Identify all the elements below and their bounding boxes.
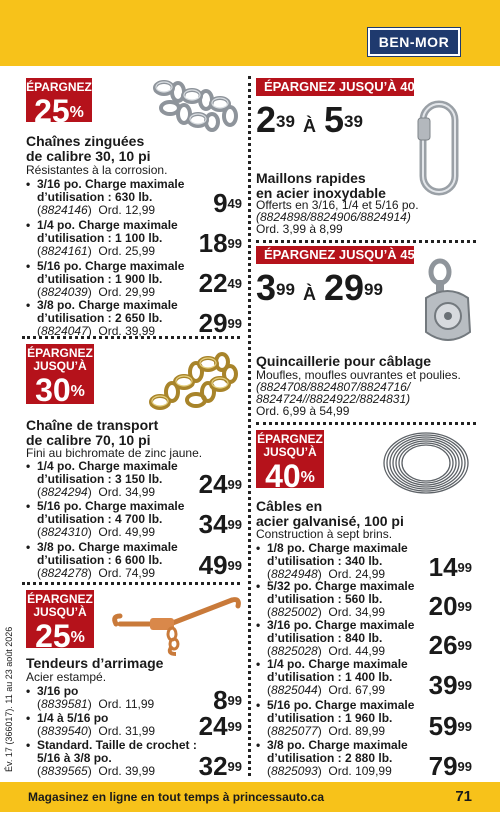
badge-label: JUSQU’À — [33, 605, 87, 619]
price-cents: 99 — [457, 759, 472, 774]
bullet: • — [256, 541, 261, 555]
bullet: • — [26, 499, 31, 513]
badge-percent: 25 — [34, 93, 70, 129]
price-cents: 99 — [457, 560, 472, 575]
list-item: • 5/16 po. Charge maximale d’utilisation : 1 960 lb. (8825077) Ord. 89,99 — [256, 699, 426, 738]
item-desc: 3/8 po. Charge maximale — [37, 540, 178, 554]
badge-percent-sign: % — [70, 629, 85, 646]
links-regular-price: Ord. 3,99 à 8,99 — [256, 222, 343, 236]
bullet: • — [256, 657, 261, 671]
item-desc: d’utilisation : 2 880 lb. — [267, 751, 393, 765]
item-desc: d’utilisation : 1 900 lb. — [37, 272, 163, 286]
list-item: • 3/16 po. Charge maximale d’utilisation : 630 lb. (8824146) Ord. 12,99 — [26, 178, 196, 217]
item-desc: 3/16 po — [37, 684, 79, 698]
bullet: • — [256, 738, 261, 752]
hardware-savings-banner: ÉPARGNEZ JUSQU’À 45 % — [256, 246, 414, 264]
hardware-subtitle: Moufles, moufles ouvrantes et poulies. — [256, 368, 461, 382]
item-desc: 1/4 po. Charge maximale — [37, 459, 178, 473]
price-dollars: 32 — [198, 751, 228, 781]
price-cents: 99 — [227, 477, 242, 492]
item-regular-price: Ord. 39,99 — [98, 324, 156, 338]
badge-percent-sign: % — [69, 104, 84, 121]
price-dollars: 14 — [428, 552, 458, 582]
sale-price — [429, 713, 472, 739]
sale-price — [199, 230, 242, 256]
links-price-range — [256, 99, 363, 144]
cable-subtitle: Construction à sept brins. — [256, 527, 393, 541]
sale-price — [429, 593, 472, 619]
links-skus: (8824898/8824906/8824914) — [256, 210, 411, 224]
item-regular-price: Ord. 49,99 — [98, 525, 156, 539]
bullet: • — [26, 459, 31, 473]
item-sku: 8824161 — [41, 244, 88, 258]
item-sku: 8824278 — [41, 566, 88, 580]
price-dollars: 5 — [323, 99, 344, 140]
sale-price — [199, 511, 242, 537]
item-sku: 8824047 — [41, 324, 88, 338]
item-sku: 8825093 — [271, 764, 318, 778]
price-cents: 99 — [227, 558, 242, 573]
list-item: • Standard. Taille de crochet : 5/16 à 3/8 po. (8839565) Ord. 39,99 — [26, 739, 206, 778]
badge-percent: 25 — [35, 618, 71, 654]
hardware-skus: 8824724//8824922/8824831) — [256, 392, 411, 406]
price-dollars: 29 — [323, 267, 364, 308]
links-title — [256, 171, 386, 201]
item-sku: 8824039 — [41, 285, 88, 299]
item-sku: 8825044 — [271, 683, 318, 697]
links-savings-banner: ÉPARGNEZ JUSQU’À 40 % — [256, 78, 414, 96]
item-desc: Standard. Taille de crochet : — [37, 738, 197, 752]
list-item: • 1/4 po. Charge maximale d’utilisation : 1 100 lb. (8824161) Ord. 25,99 — [26, 219, 196, 258]
price-dollars: 9 — [213, 188, 228, 218]
price-cents: 99 — [227, 719, 242, 734]
item-regular-price: Ord. 11,99 — [98, 697, 155, 711]
item-desc: 1/4 à 5/16 po — [37, 711, 109, 725]
item-desc: d’utilisation : 2 650 lb. — [37, 311, 163, 325]
price-cents: 99 — [457, 599, 472, 614]
list-item: • 1/4 à 5/16 po (8839540) Ord. 31,99 — [26, 712, 196, 738]
item-sku: 8839565 — [41, 764, 88, 778]
price-cents: 99 — [276, 280, 295, 299]
transport-savings-badge — [26, 344, 94, 408]
title-line: acier galvanisé, 100 pi — [256, 513, 404, 529]
title-line: Chaînes zinguées — [26, 133, 145, 149]
sale-price — [213, 190, 242, 216]
item-sku: 8839581 — [41, 697, 88, 711]
chains-subtitle: Résistantes à la corrosion. — [26, 163, 168, 177]
price-dollars: 79 — [428, 751, 458, 781]
footer-link-text[interactable]: Magasinez en ligne en tout temps à princessauto.ca — [28, 790, 325, 804]
badge-percent: 30 — [35, 372, 71, 408]
hardware-price-range — [256, 267, 383, 312]
item-regular-price: Ord. 29,99 — [98, 285, 156, 299]
quick-link-image — [414, 98, 464, 198]
row-divider-left-2 — [22, 582, 240, 585]
transport-chain-image — [146, 350, 242, 416]
item-regular-price: Ord. 31,99 — [98, 724, 156, 738]
price-dollars: 59 — [428, 711, 458, 741]
price-dollars: 22 — [198, 268, 228, 298]
badge-label: JUSQU’À — [263, 445, 317, 459]
load-binder-image — [110, 594, 242, 656]
price-dollars: 24 — [198, 711, 228, 741]
cable-title — [256, 499, 404, 529]
item-desc: d’utilisation : 6 600 lb. — [37, 553, 163, 567]
item-regular-price: Ord. 74,99 — [98, 566, 156, 580]
ben-mor-logo — [368, 28, 460, 56]
item-sku: 8824294 — [41, 485, 88, 499]
price-dollars: 2 — [256, 99, 277, 140]
badge-percent-sign: % — [300, 469, 315, 486]
bullet: • — [256, 698, 261, 712]
price-cents: 99 — [227, 517, 242, 532]
hardware-title: Quincaillerie pour câblage — [256, 353, 432, 369]
badge-percent: 40 — [265, 458, 301, 494]
bullet: • — [256, 579, 261, 593]
item-desc: d’utilisation : 340 lb. — [267, 554, 383, 568]
item-regular-price: Ord. 67,99 — [328, 683, 386, 697]
price-cents: 99 — [457, 638, 472, 653]
binders-title: Tendeurs d’arrimage — [26, 655, 164, 671]
binders-savings-badge — [26, 590, 94, 654]
price-dollars: 26 — [428, 630, 458, 660]
badge-label: ÉPARGNEZ — [257, 432, 323, 446]
item-regular-price: Ord. 34,99 — [98, 485, 156, 499]
list-item: • 1/4 po. Charge maximale d’utilisation : 3 150 lb. (8824294) Ord. 34,99 — [26, 460, 196, 499]
logo-text: BEN-MOR — [378, 34, 450, 50]
title-line: Maillons rapides — [256, 170, 366, 186]
row-divider-right-1 — [256, 240, 476, 243]
binders-subtitle: Acier estampé. — [26, 670, 107, 684]
list-item: • 5/32 po. Charge maximale d’utilisation : 560 lb. (8825002) Ord. 34,99 — [256, 580, 426, 619]
sale-price — [199, 310, 242, 336]
chains-title — [26, 134, 151, 164]
badge-label: ÉPARGNEZ — [26, 80, 92, 94]
item-sku: 8824310 — [41, 525, 88, 539]
price-cents: 99 — [227, 759, 242, 774]
item-desc: d’utilisation : 1 960 lb. — [267, 711, 393, 725]
item-desc: d’utilisation : 3 150 lb. — [37, 472, 163, 486]
bullet: • — [26, 684, 31, 698]
pulley-block-image — [418, 258, 478, 350]
item-desc: 5/16 po. Charge maximale — [37, 259, 185, 273]
item-sku: 8824948 — [271, 567, 318, 581]
list-item: • 3/8 po. Charge maximale d’utilisation : 2 880 lb. (8825093) Ord. 109,99 — [256, 739, 426, 778]
price-cents: 99 — [227, 316, 242, 331]
item-sku: 8824146 — [41, 203, 88, 217]
event-side-note: Év. 17 (366017). 11 au 23 août 2026 — [4, 626, 14, 772]
price-cents: 99 — [457, 719, 472, 734]
item-regular-price: Ord. 109,99 — [328, 764, 392, 778]
price-dollars: 29 — [198, 308, 228, 338]
bullet: • — [26, 218, 31, 232]
list-item: • 3/8 po. Charge maximale d’utilisation : 6 600 lb. (8824278) Ord. 74,99 — [26, 541, 196, 580]
price-cents: 99 — [227, 236, 242, 251]
item-regular-price: Ord. 34,99 — [328, 605, 386, 619]
price-dollars: 3 — [256, 267, 277, 308]
price-cents: 99 — [457, 678, 472, 693]
links-subtitle: Offerts en 3/16, 1/4 et 5/16 po. — [256, 198, 419, 212]
item-desc: 1/4 po. Charge maximale — [37, 218, 178, 232]
list-item: • 1/4 po. Charge maximale d’utilisation : 1 400 lb. (8825044) Ord. 67,99 — [256, 658, 426, 697]
item-desc: 5/16 po. Charge maximale — [37, 499, 185, 513]
range-separator: À — [302, 284, 316, 304]
badge-percent-sign: % — [70, 383, 85, 400]
item-sku: 8825077 — [271, 724, 318, 738]
bullet: • — [256, 618, 261, 632]
cable-savings-badge — [256, 430, 324, 494]
badge-label: ÉPARGNEZ — [27, 592, 93, 606]
item-desc: 3/16 po. Charge maximale — [37, 177, 185, 191]
sale-price — [429, 672, 472, 698]
sale-price — [199, 552, 242, 578]
bullet: • — [26, 298, 31, 312]
page-number: 71 — [455, 788, 472, 805]
item-desc: 1/8 po. Charge maximale — [267, 541, 408, 555]
bullet: • — [26, 177, 31, 191]
bullet: • — [26, 738, 31, 752]
title-line: Câbles en — [256, 498, 323, 514]
list-item: • 5/16 po. Charge maximale d’utilisation : 4 700 lb. (8824310) Ord. 49,99 — [26, 500, 196, 539]
bullet: • — [26, 540, 31, 554]
item-desc: d’utilisation : 1 400 lb. — [267, 670, 393, 684]
item-desc: 1/4 po. Charge maximale — [267, 657, 408, 671]
sale-price — [429, 632, 472, 658]
item-desc: 3/8 po. Charge maximale — [37, 298, 178, 312]
price-cents: 99 — [364, 280, 383, 299]
cable-coil-image — [380, 428, 472, 498]
price-dollars: 20 — [428, 591, 458, 621]
badge-label: ÉPARGNEZ — [27, 346, 93, 360]
price-cents: 49 — [227, 196, 242, 211]
item-regular-price: Ord. 12,99 — [98, 203, 156, 217]
transport-subtitle: Fini au bichromate de zinc jaune. — [26, 446, 203, 460]
footer-bar — [0, 782, 500, 812]
item-desc: 5/16 à 3/8 po. — [37, 751, 112, 765]
zinc-chain-image — [150, 74, 242, 132]
title-line: de calibre 30, 10 pi — [26, 148, 151, 164]
chains-savings-badge — [26, 78, 92, 129]
item-desc: 5/16 po. Charge maximale — [267, 698, 415, 712]
item-regular-price: Ord. 39,99 — [98, 764, 156, 778]
item-desc: d’utilisation : 560 lb. — [267, 592, 383, 606]
sale-price — [213, 687, 242, 713]
sale-price — [199, 471, 242, 497]
item-desc: d’utilisation : 4 700 lb. — [37, 512, 163, 526]
item-regular-price: Ord. 24,99 — [328, 567, 386, 581]
price-dollars: 49 — [198, 550, 228, 580]
list-item: • 3/8 po. Charge maximale d’utilisation : 2 650 lb. (8824047) Ord. 39,99 — [26, 299, 196, 338]
list-item: • 5/16 po. Charge maximale d’utilisation : 1 900 lb. (8824039) Ord. 29,99 — [26, 260, 196, 299]
item-sku: 8825002 — [271, 605, 318, 619]
item-regular-price: Ord. 44,99 — [328, 644, 386, 658]
badge-label: JUSQU’À — [33, 359, 87, 373]
item-desc: 5/32 po. Charge maximale — [267, 579, 415, 593]
item-desc: d’utilisation : 840 lb. — [267, 631, 383, 645]
item-desc: 3/16 po. Charge maximale — [267, 618, 415, 632]
price-dollars: 24 — [198, 469, 228, 499]
bullet: • — [26, 259, 31, 273]
hardware-skus: (8824708/8824807/8824716/ — [256, 380, 411, 394]
title-line: Chaîne de transport — [26, 417, 159, 433]
list-item: • 3/16 po (8839581) Ord. 11,99 — [26, 685, 196, 711]
sale-price — [429, 554, 472, 580]
price-dollars: 18 — [198, 228, 228, 258]
price-cents: 49 — [227, 276, 242, 291]
row-divider-right-2 — [256, 422, 476, 425]
item-desc: d’utilisation : 630 lb. — [37, 190, 153, 204]
sale-price — [429, 753, 472, 779]
item-sku: 8825028 — [271, 644, 318, 658]
price-dollars: 34 — [198, 509, 228, 539]
list-item: • 1/8 po. Charge maximale d’utilisation : 340 lb. (8824948) Ord. 24,99 — [256, 542, 426, 581]
title-line: de calibre 70, 10 pi — [26, 432, 151, 448]
price-cents: 39 — [276, 112, 295, 131]
item-regular-price: Ord. 89,99 — [328, 724, 386, 738]
price-cents: 99 — [227, 693, 242, 708]
item-sku: 8839540 — [41, 724, 88, 738]
bullet: • — [26, 711, 31, 725]
sale-price — [199, 753, 242, 779]
title-line: en acier inoxydable — [256, 185, 386, 201]
transport-title — [26, 418, 158, 448]
item-regular-price: Ord. 25,99 — [98, 244, 156, 258]
sale-price — [199, 713, 242, 739]
range-separator: À — [302, 116, 316, 136]
sale-price — [199, 270, 242, 296]
price-cents: 39 — [343, 112, 363, 131]
hardware-regular-price: Ord. 6,99 à 54,99 — [256, 404, 350, 418]
price-dollars: 39 — [428, 670, 458, 700]
column-divider — [248, 76, 251, 776]
list-item: • 3/16 po. Charge maximale d’utilisation : 840 lb. (8825028) Ord. 44,99 — [256, 619, 426, 658]
item-desc: 3/8 po. Charge maximale — [267, 738, 408, 752]
price-dollars: 8 — [213, 685, 228, 715]
item-desc: d’utilisation : 1 100 lb. — [37, 231, 163, 245]
